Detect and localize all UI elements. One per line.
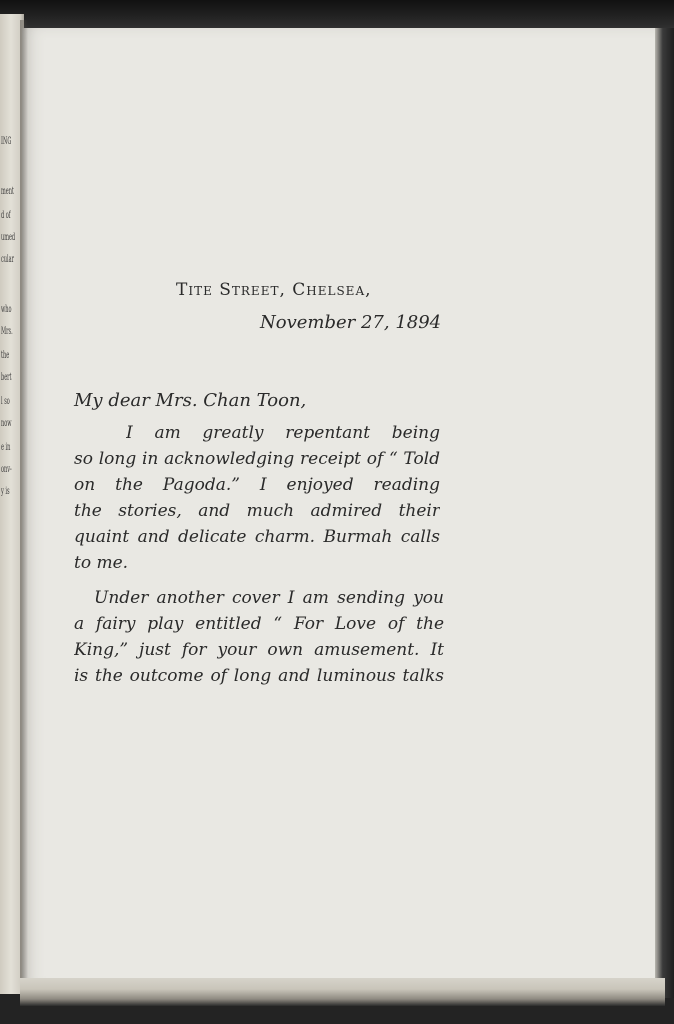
left-page-fragment: bert (1, 372, 12, 383)
left-page-fragment: onv- (1, 464, 12, 475)
left-page-fragment: the (1, 350, 10, 361)
text-line: King,” just for your own amusement. It (74, 640, 444, 660)
text-line: is the outcome of long and luminous talks (74, 666, 444, 686)
letter-address: Tite Street, Chelsea, (176, 280, 372, 300)
page-edge-right (655, 28, 674, 998)
letter-date: November 27, 1894 (260, 312, 442, 333)
left-page-fragment: now (1, 418, 12, 429)
left-page-fragment: e in (1, 442, 11, 453)
left-page-fragment: ING (1, 136, 12, 147)
text-line: quaint and delicate charm. Burmah calls (74, 527, 440, 547)
book-gutter (20, 20, 28, 995)
letter-salutation: My dear Mrs. Chan Toon, (74, 390, 307, 411)
text-line: Under another cover I am sending you (94, 588, 444, 608)
text-line: a fairy play entitled “ For Love of the (74, 614, 444, 634)
text-line: to me. (74, 553, 129, 573)
left-page-fragment: d of (1, 210, 11, 221)
left-page-fragment: who (1, 304, 12, 315)
left-page-fragment: Mrs. (1, 326, 13, 337)
left-page-fragment: umed (1, 232, 16, 243)
text-line: I am greatly repentant being (126, 423, 440, 443)
left-page-fragment: y is (1, 486, 10, 497)
left-page-fragment: l so (1, 396, 10, 407)
left-page-fragment: ment (1, 186, 14, 197)
text-line: the stories, and much admired their (74, 501, 440, 521)
text-line: on the Pagoda.” I enjoyed reading (74, 475, 440, 495)
left-page-fragment: cular (1, 254, 14, 265)
text-line: so long in acknowledging receipt of “ Told (74, 449, 440, 469)
page-edge-bottom (20, 978, 665, 1006)
